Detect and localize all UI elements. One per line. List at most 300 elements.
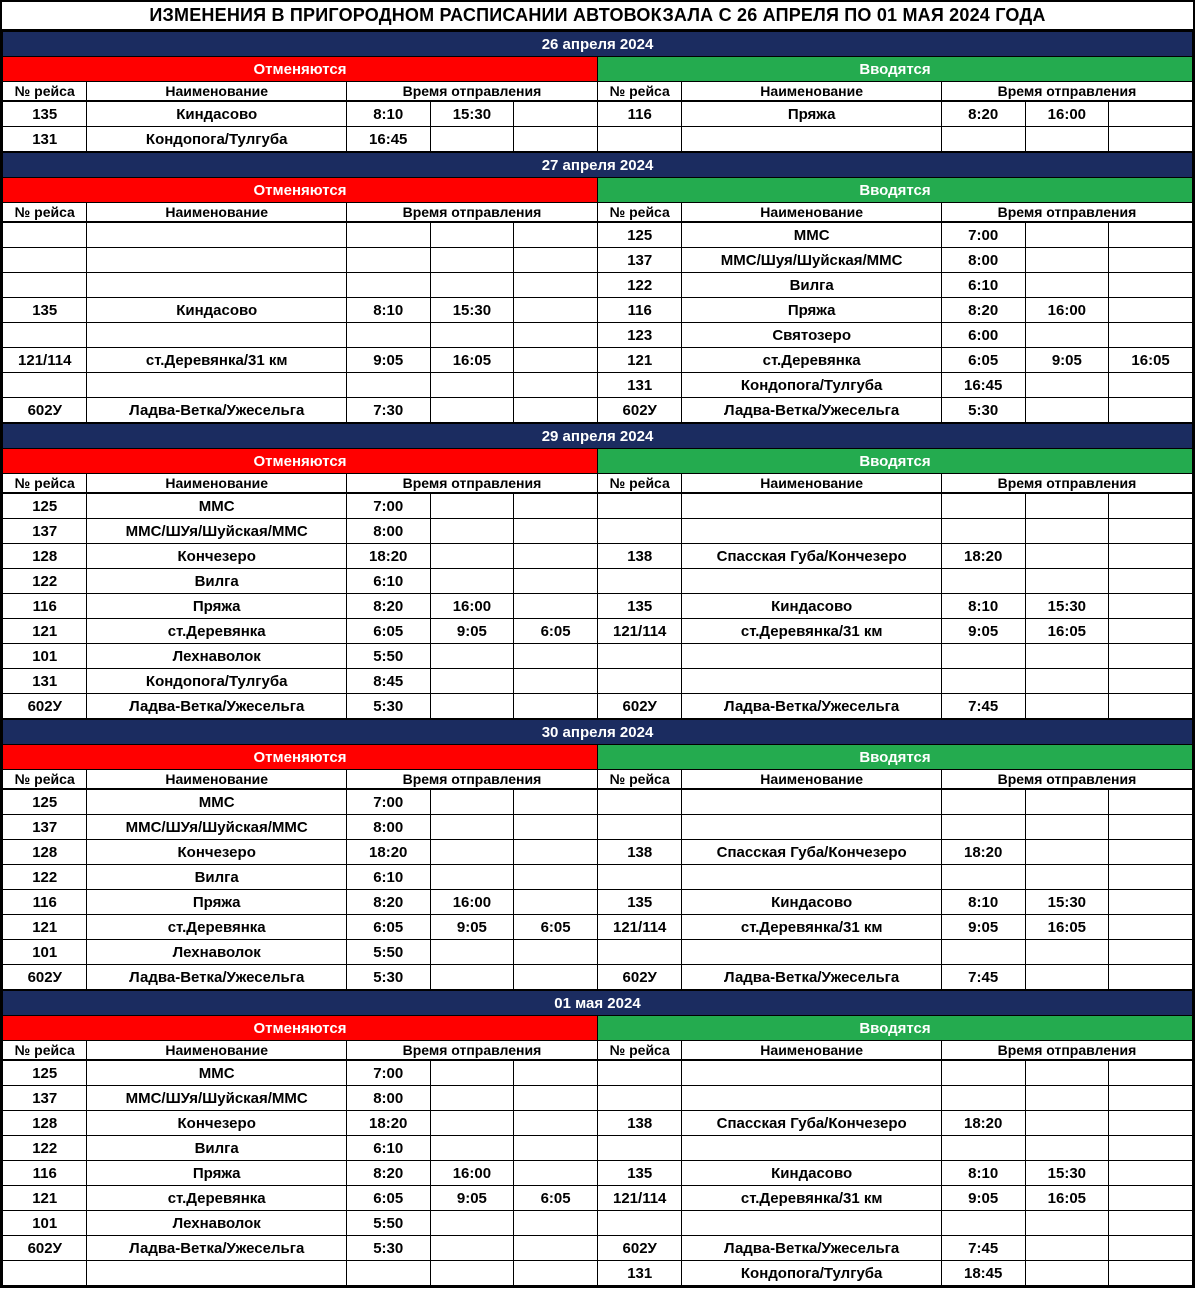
time-cell <box>430 1086 514 1111</box>
flight-no-cell <box>3 373 87 398</box>
flight-no-cell: 602У <box>3 965 87 990</box>
route-name-cell: ст.Деревянка/31 км <box>682 1186 941 1211</box>
col-header-flight-no: № рейса <box>3 82 87 102</box>
time-cell <box>430 1060 514 1086</box>
time-cell <box>1025 1236 1109 1261</box>
time-cell <box>514 1261 598 1286</box>
time-cell <box>1109 101 1193 127</box>
route-name-cell: ММС <box>87 1060 346 1086</box>
route-name-cell: Пряжа <box>87 594 346 619</box>
time-cell <box>1025 273 1109 298</box>
time-cell: 18:20 <box>941 1111 1025 1136</box>
time-cell <box>1025 1211 1109 1236</box>
date-section <box>2 990 1193 1286</box>
time-cell <box>514 694 598 719</box>
time-cell: 16:00 <box>1025 101 1109 127</box>
flight-no-cell: 125 <box>597 222 681 248</box>
flight-no-cell <box>597 789 681 815</box>
col-header-name: Наименование <box>87 82 346 102</box>
time-cell: 5:30 <box>346 694 430 719</box>
table-row <box>3 248 1193 273</box>
time-cell <box>514 1161 598 1186</box>
time-cell: 6:05 <box>346 1186 430 1211</box>
time-cell: 16:00 <box>430 1161 514 1186</box>
time-cell <box>514 348 598 373</box>
time-cell <box>1109 594 1193 619</box>
time-cell: 16:00 <box>430 890 514 915</box>
time-cell <box>514 1111 598 1136</box>
flight-no-cell <box>3 248 87 273</box>
route-name-cell: ст.Деревянка/31 км <box>682 619 941 644</box>
flight-no-cell: 602У <box>3 694 87 719</box>
time-cell: 8:10 <box>941 890 1025 915</box>
flight-no-cell: 602У <box>3 1236 87 1261</box>
flight-no-cell <box>597 815 681 840</box>
route-name-cell: Кончезеро <box>87 1111 346 1136</box>
time-cell: 6:05 <box>346 619 430 644</box>
flight-no-cell: 135 <box>597 594 681 619</box>
time-cell <box>1025 373 1109 398</box>
time-cell: 8:10 <box>346 101 430 127</box>
route-name-cell: ММС <box>87 493 346 519</box>
time-cell <box>1109 1211 1193 1236</box>
route-name-cell <box>682 789 941 815</box>
time-cell <box>430 127 514 152</box>
flight-no-cell: 121 <box>3 915 87 940</box>
col-header-name: Наименование <box>87 770 346 790</box>
col-header-departure: Время отправления <box>346 770 597 790</box>
time-cell <box>941 1211 1025 1236</box>
time-cell <box>430 1111 514 1136</box>
table-row <box>3 965 1193 990</box>
time-cell <box>514 398 598 423</box>
route-name-cell: Кончезеро <box>87 544 346 569</box>
col-header-flight-no: № рейса <box>597 770 681 790</box>
time-cell: 16:05 <box>430 348 514 373</box>
time-cell: 9:05 <box>430 915 514 940</box>
route-name-cell: Киндасово <box>87 298 346 323</box>
time-cell <box>1109 273 1193 298</box>
table-row <box>3 1086 1193 1111</box>
time-cell <box>1109 544 1193 569</box>
time-cell: 7:45 <box>941 965 1025 990</box>
time-cell <box>514 519 598 544</box>
date-header: 29 апреля 2024 <box>3 424 1193 449</box>
time-cell: 6:00 <box>941 323 1025 348</box>
time-cell <box>1109 323 1193 348</box>
route-name-cell: ММС/ШУя/Шуйская/ММС <box>87 1086 346 1111</box>
time-cell: 15:30 <box>1025 1161 1109 1186</box>
time-cell <box>941 127 1025 152</box>
flight-no-cell: 128 <box>3 544 87 569</box>
time-cell: 5:50 <box>346 940 430 965</box>
time-cell <box>430 323 514 348</box>
time-cell <box>941 940 1025 965</box>
flight-no-cell: 121/114 <box>597 1186 681 1211</box>
table-row <box>3 273 1193 298</box>
table-row <box>3 890 1193 915</box>
flight-no-cell <box>597 1060 681 1086</box>
time-cell <box>1025 544 1109 569</box>
time-cell <box>514 644 598 669</box>
flight-no-cell: 131 <box>597 373 681 398</box>
route-name-cell <box>682 1136 941 1161</box>
time-cell <box>1025 222 1109 248</box>
date-header: 30 апреля 2024 <box>3 720 1193 745</box>
col-header-flight-no: № рейса <box>3 203 87 223</box>
time-cell <box>1025 323 1109 348</box>
time-cell <box>514 569 598 594</box>
col-header-flight-no: № рейса <box>3 770 87 790</box>
route-name-cell: Ладва-Ветка/Ужесельга <box>87 1236 346 1261</box>
time-cell: 16:05 <box>1025 619 1109 644</box>
route-name-cell: Кондопога/Тулгуба <box>682 373 941 398</box>
time-cell <box>1109 789 1193 815</box>
route-name-cell: Киндасово <box>87 101 346 127</box>
col-header-name: Наименование <box>682 203 941 223</box>
flight-no-cell: 122 <box>3 1136 87 1161</box>
route-name-cell: Кончезеро <box>87 840 346 865</box>
introduced-header: Вводятся <box>597 1016 1192 1041</box>
time-cell <box>514 493 598 519</box>
col-header-name: Наименование <box>87 474 346 494</box>
flight-no-cell: 135 <box>597 1161 681 1186</box>
route-name-cell <box>87 323 346 348</box>
time-cell <box>1109 519 1193 544</box>
flight-no-cell <box>597 940 681 965</box>
time-cell <box>514 101 598 127</box>
flight-no-cell: 602У <box>597 398 681 423</box>
time-cell <box>430 373 514 398</box>
time-cell <box>514 1060 598 1086</box>
flight-no-cell: 121/114 <box>3 348 87 373</box>
time-cell: 9:05 <box>346 348 430 373</box>
route-name-cell: Вилга <box>87 865 346 890</box>
time-cell <box>430 544 514 569</box>
route-name-cell <box>87 248 346 273</box>
time-cell <box>514 373 598 398</box>
time-cell <box>514 544 598 569</box>
time-cell <box>514 222 598 248</box>
time-cell <box>941 519 1025 544</box>
time-cell <box>1109 1236 1193 1261</box>
time-cell <box>514 1086 598 1111</box>
route-name-cell <box>682 569 941 594</box>
route-name-cell <box>682 519 941 544</box>
route-name-cell: ст.Деревянка <box>87 1186 346 1211</box>
time-cell <box>346 373 430 398</box>
flight-no-cell: 137 <box>597 248 681 273</box>
flight-no-cell: 138 <box>597 840 681 865</box>
flight-no-cell: 131 <box>3 127 87 152</box>
route-name-cell <box>87 273 346 298</box>
time-cell: 18:20 <box>941 544 1025 569</box>
time-cell <box>1109 127 1193 152</box>
time-cell <box>1109 569 1193 594</box>
page-title: ИЗМЕНЕНИЯ В ПРИГОРОДНОМ РАСПИСАНИИ АВТОВОКЗАЛА С 26 АПРЕЛЯ ПО 01 МАЯ 2024 ГОДА <box>2 2 1193 31</box>
time-cell: 8:20 <box>941 101 1025 127</box>
table-row <box>3 1161 1193 1186</box>
route-name-cell <box>682 127 941 152</box>
time-cell <box>346 273 430 298</box>
time-cell: 8:00 <box>346 519 430 544</box>
table-row <box>3 519 1193 544</box>
table-row <box>3 101 1193 127</box>
time-cell <box>430 865 514 890</box>
time-cell <box>1025 1086 1109 1111</box>
time-cell: 18:20 <box>941 840 1025 865</box>
flight-no-cell: 128 <box>3 840 87 865</box>
time-cell <box>1109 1186 1193 1211</box>
route-name-cell <box>87 222 346 248</box>
route-name-cell: Вилга <box>87 1136 346 1161</box>
date-section <box>2 423 1193 719</box>
time-cell <box>430 398 514 423</box>
flight-no-cell: 101 <box>3 1211 87 1236</box>
time-cell: 6:10 <box>941 273 1025 298</box>
flight-no-cell: 121/114 <box>597 915 681 940</box>
time-cell <box>1109 965 1193 990</box>
time-cell <box>1109 1136 1193 1161</box>
route-name-cell: Киндасово <box>682 1161 941 1186</box>
route-name-cell: Кондопога/Тулгуба <box>682 1261 941 1286</box>
time-cell: 15:30 <box>430 298 514 323</box>
route-name-cell: Лехнаволок <box>87 1211 346 1236</box>
col-header-departure: Время отправления <box>346 82 597 102</box>
flight-no-cell: 602У <box>597 965 681 990</box>
flight-no-cell <box>3 323 87 348</box>
time-cell <box>1025 248 1109 273</box>
time-cell <box>1025 519 1109 544</box>
time-cell <box>430 644 514 669</box>
time-cell: 6:05 <box>514 619 598 644</box>
route-name-cell: Ладва-Ветка/Ужесельга <box>87 694 346 719</box>
time-cell <box>1025 127 1109 152</box>
table-row <box>3 789 1193 815</box>
flight-no-cell <box>597 493 681 519</box>
time-cell <box>514 789 598 815</box>
table-row <box>3 940 1193 965</box>
time-cell <box>1109 619 1193 644</box>
time-cell: 8:10 <box>346 298 430 323</box>
time-cell <box>430 840 514 865</box>
table-row <box>3 865 1193 890</box>
time-cell <box>1025 569 1109 594</box>
col-header-departure: Время отправления <box>346 203 597 223</box>
route-name-cell <box>682 865 941 890</box>
route-name-cell <box>87 1261 346 1286</box>
time-cell: 18:45 <box>941 1261 1025 1286</box>
time-cell <box>430 493 514 519</box>
time-cell <box>1025 669 1109 694</box>
route-name-cell: Спасская Губа/Кончезеро <box>682 544 941 569</box>
flight-no-cell: 135 <box>597 890 681 915</box>
time-cell <box>514 815 598 840</box>
time-cell: 7:00 <box>346 789 430 815</box>
flight-no-cell <box>597 1136 681 1161</box>
flight-no-cell <box>3 1261 87 1286</box>
time-cell <box>941 789 1025 815</box>
route-name-cell: ММС/ШУя/Шуйская/ММС <box>87 519 346 544</box>
introduced-header: Вводятся <box>597 745 1192 770</box>
flight-no-cell: 116 <box>597 298 681 323</box>
time-cell <box>430 569 514 594</box>
time-cell: 16:45 <box>346 127 430 152</box>
col-header-flight-no: № рейса <box>3 1041 87 1061</box>
col-header-departure: Время отправления <box>941 203 1192 223</box>
time-cell <box>1109 840 1193 865</box>
col-header-name: Наименование <box>87 203 346 223</box>
time-cell: 8:00 <box>346 815 430 840</box>
time-cell <box>1109 1161 1193 1186</box>
flight-no-cell: 131 <box>3 669 87 694</box>
time-cell <box>941 865 1025 890</box>
route-name-cell: Спасская Губа/Кончезеро <box>682 1111 941 1136</box>
date-header: 27 апреля 2024 <box>3 153 1193 178</box>
introduced-header: Вводятся <box>597 57 1192 82</box>
flight-no-cell: 135 <box>3 298 87 323</box>
time-cell: 7:00 <box>346 1060 430 1086</box>
time-cell <box>430 965 514 990</box>
introduced-header: Вводятся <box>597 449 1192 474</box>
time-cell <box>1109 915 1193 940</box>
flight-no-cell: 101 <box>3 940 87 965</box>
table-row <box>3 1111 1193 1136</box>
time-cell <box>1025 398 1109 423</box>
flight-no-cell <box>3 222 87 248</box>
col-header-departure: Время отправления <box>346 1041 597 1061</box>
time-cell <box>430 669 514 694</box>
time-cell <box>1109 694 1193 719</box>
flight-no-cell: 125 <box>3 1060 87 1086</box>
table-row <box>3 298 1193 323</box>
time-cell <box>514 940 598 965</box>
time-cell <box>514 323 598 348</box>
time-cell: 6:05 <box>941 348 1025 373</box>
time-cell: 8:20 <box>346 1161 430 1186</box>
time-cell <box>514 965 598 990</box>
route-name-cell <box>682 1086 941 1111</box>
table-row <box>3 493 1193 519</box>
time-cell: 7:30 <box>346 398 430 423</box>
route-name-cell: ст.Деревянка <box>87 915 346 940</box>
time-cell <box>514 890 598 915</box>
cancelled-header: Отменяются <box>3 178 598 203</box>
time-cell <box>346 222 430 248</box>
route-name-cell: Ладва-Ветка/Ужесельга <box>682 1236 941 1261</box>
route-name-cell: Вилга <box>87 569 346 594</box>
route-name-cell <box>682 940 941 965</box>
time-cell <box>1109 815 1193 840</box>
flight-no-cell <box>597 865 681 890</box>
introduced-header: Вводятся <box>597 178 1192 203</box>
time-cell: 6:05 <box>514 1186 598 1211</box>
time-cell <box>941 569 1025 594</box>
col-header-name: Наименование <box>87 1041 346 1061</box>
time-cell: 5:30 <box>941 398 1025 423</box>
time-cell <box>1109 298 1193 323</box>
time-cell <box>1025 940 1109 965</box>
time-cell: 16:00 <box>1025 298 1109 323</box>
time-cell <box>941 644 1025 669</box>
route-name-cell: Пряжа <box>682 298 941 323</box>
time-cell: 7:00 <box>346 493 430 519</box>
time-cell <box>1025 1136 1109 1161</box>
time-cell <box>514 865 598 890</box>
time-cell: 9:05 <box>941 619 1025 644</box>
flight-no-cell: 602У <box>597 694 681 719</box>
time-cell <box>1109 865 1193 890</box>
flight-no-cell: 125 <box>3 493 87 519</box>
flight-no-cell: 116 <box>3 1161 87 1186</box>
table-row <box>3 694 1193 719</box>
flight-no-cell: 121 <box>597 348 681 373</box>
table-row <box>3 222 1193 248</box>
route-name-cell: ст.Деревянка/31 км <box>682 915 941 940</box>
time-cell <box>941 1086 1025 1111</box>
time-cell <box>1025 1261 1109 1286</box>
time-cell: 16:00 <box>430 594 514 619</box>
cancelled-header: Отменяются <box>3 57 598 82</box>
time-cell <box>941 669 1025 694</box>
flight-no-cell <box>597 669 681 694</box>
table-row <box>3 127 1193 152</box>
route-name-cell: ст.Деревянка/31 км <box>87 348 346 373</box>
time-cell: 9:05 <box>1025 348 1109 373</box>
route-name-cell: Ладва-Ветка/Ужесельга <box>682 694 941 719</box>
time-cell <box>1025 865 1109 890</box>
flight-no-cell: 137 <box>3 815 87 840</box>
cancelled-header: Отменяются <box>3 1016 598 1041</box>
col-header-flight-no: № рейса <box>597 82 681 102</box>
route-name-cell: ММС <box>682 222 941 248</box>
time-cell <box>1109 669 1193 694</box>
time-cell <box>514 669 598 694</box>
date-header: 01 мая 2024 <box>3 991 1193 1016</box>
time-cell <box>430 273 514 298</box>
time-cell <box>1109 493 1193 519</box>
flight-no-cell <box>597 519 681 544</box>
flight-no-cell <box>3 273 87 298</box>
route-name-cell: ММС/Шуя/Шуйская/ММС <box>682 248 941 273</box>
table-row <box>3 669 1193 694</box>
route-name-cell: Ладва-Ветка/Ужесельга <box>682 398 941 423</box>
table-row <box>3 569 1193 594</box>
flight-no-cell: 128 <box>3 1111 87 1136</box>
table-row <box>3 915 1193 940</box>
time-cell <box>1109 1060 1193 1086</box>
time-cell: 18:20 <box>346 1111 430 1136</box>
time-cell <box>430 1236 514 1261</box>
route-name-cell: Ладва-Ветка/Ужесельга <box>682 965 941 990</box>
time-cell <box>1109 1261 1193 1286</box>
cancelled-header: Отменяются <box>3 745 598 770</box>
col-header-name: Наименование <box>682 770 941 790</box>
col-header-departure: Время отправления <box>346 474 597 494</box>
time-cell <box>514 840 598 865</box>
col-header-departure: Время отправления <box>941 1041 1192 1061</box>
time-cell <box>1109 248 1193 273</box>
route-name-cell: ст.Деревянка <box>682 348 941 373</box>
route-name-cell: ст.Деревянка <box>87 619 346 644</box>
time-cell <box>1025 644 1109 669</box>
flight-no-cell: 122 <box>597 273 681 298</box>
table-row <box>3 348 1193 373</box>
route-name-cell: Киндасово <box>682 890 941 915</box>
time-cell: 5:50 <box>346 1211 430 1236</box>
route-name-cell <box>682 493 941 519</box>
time-cell <box>514 273 598 298</box>
